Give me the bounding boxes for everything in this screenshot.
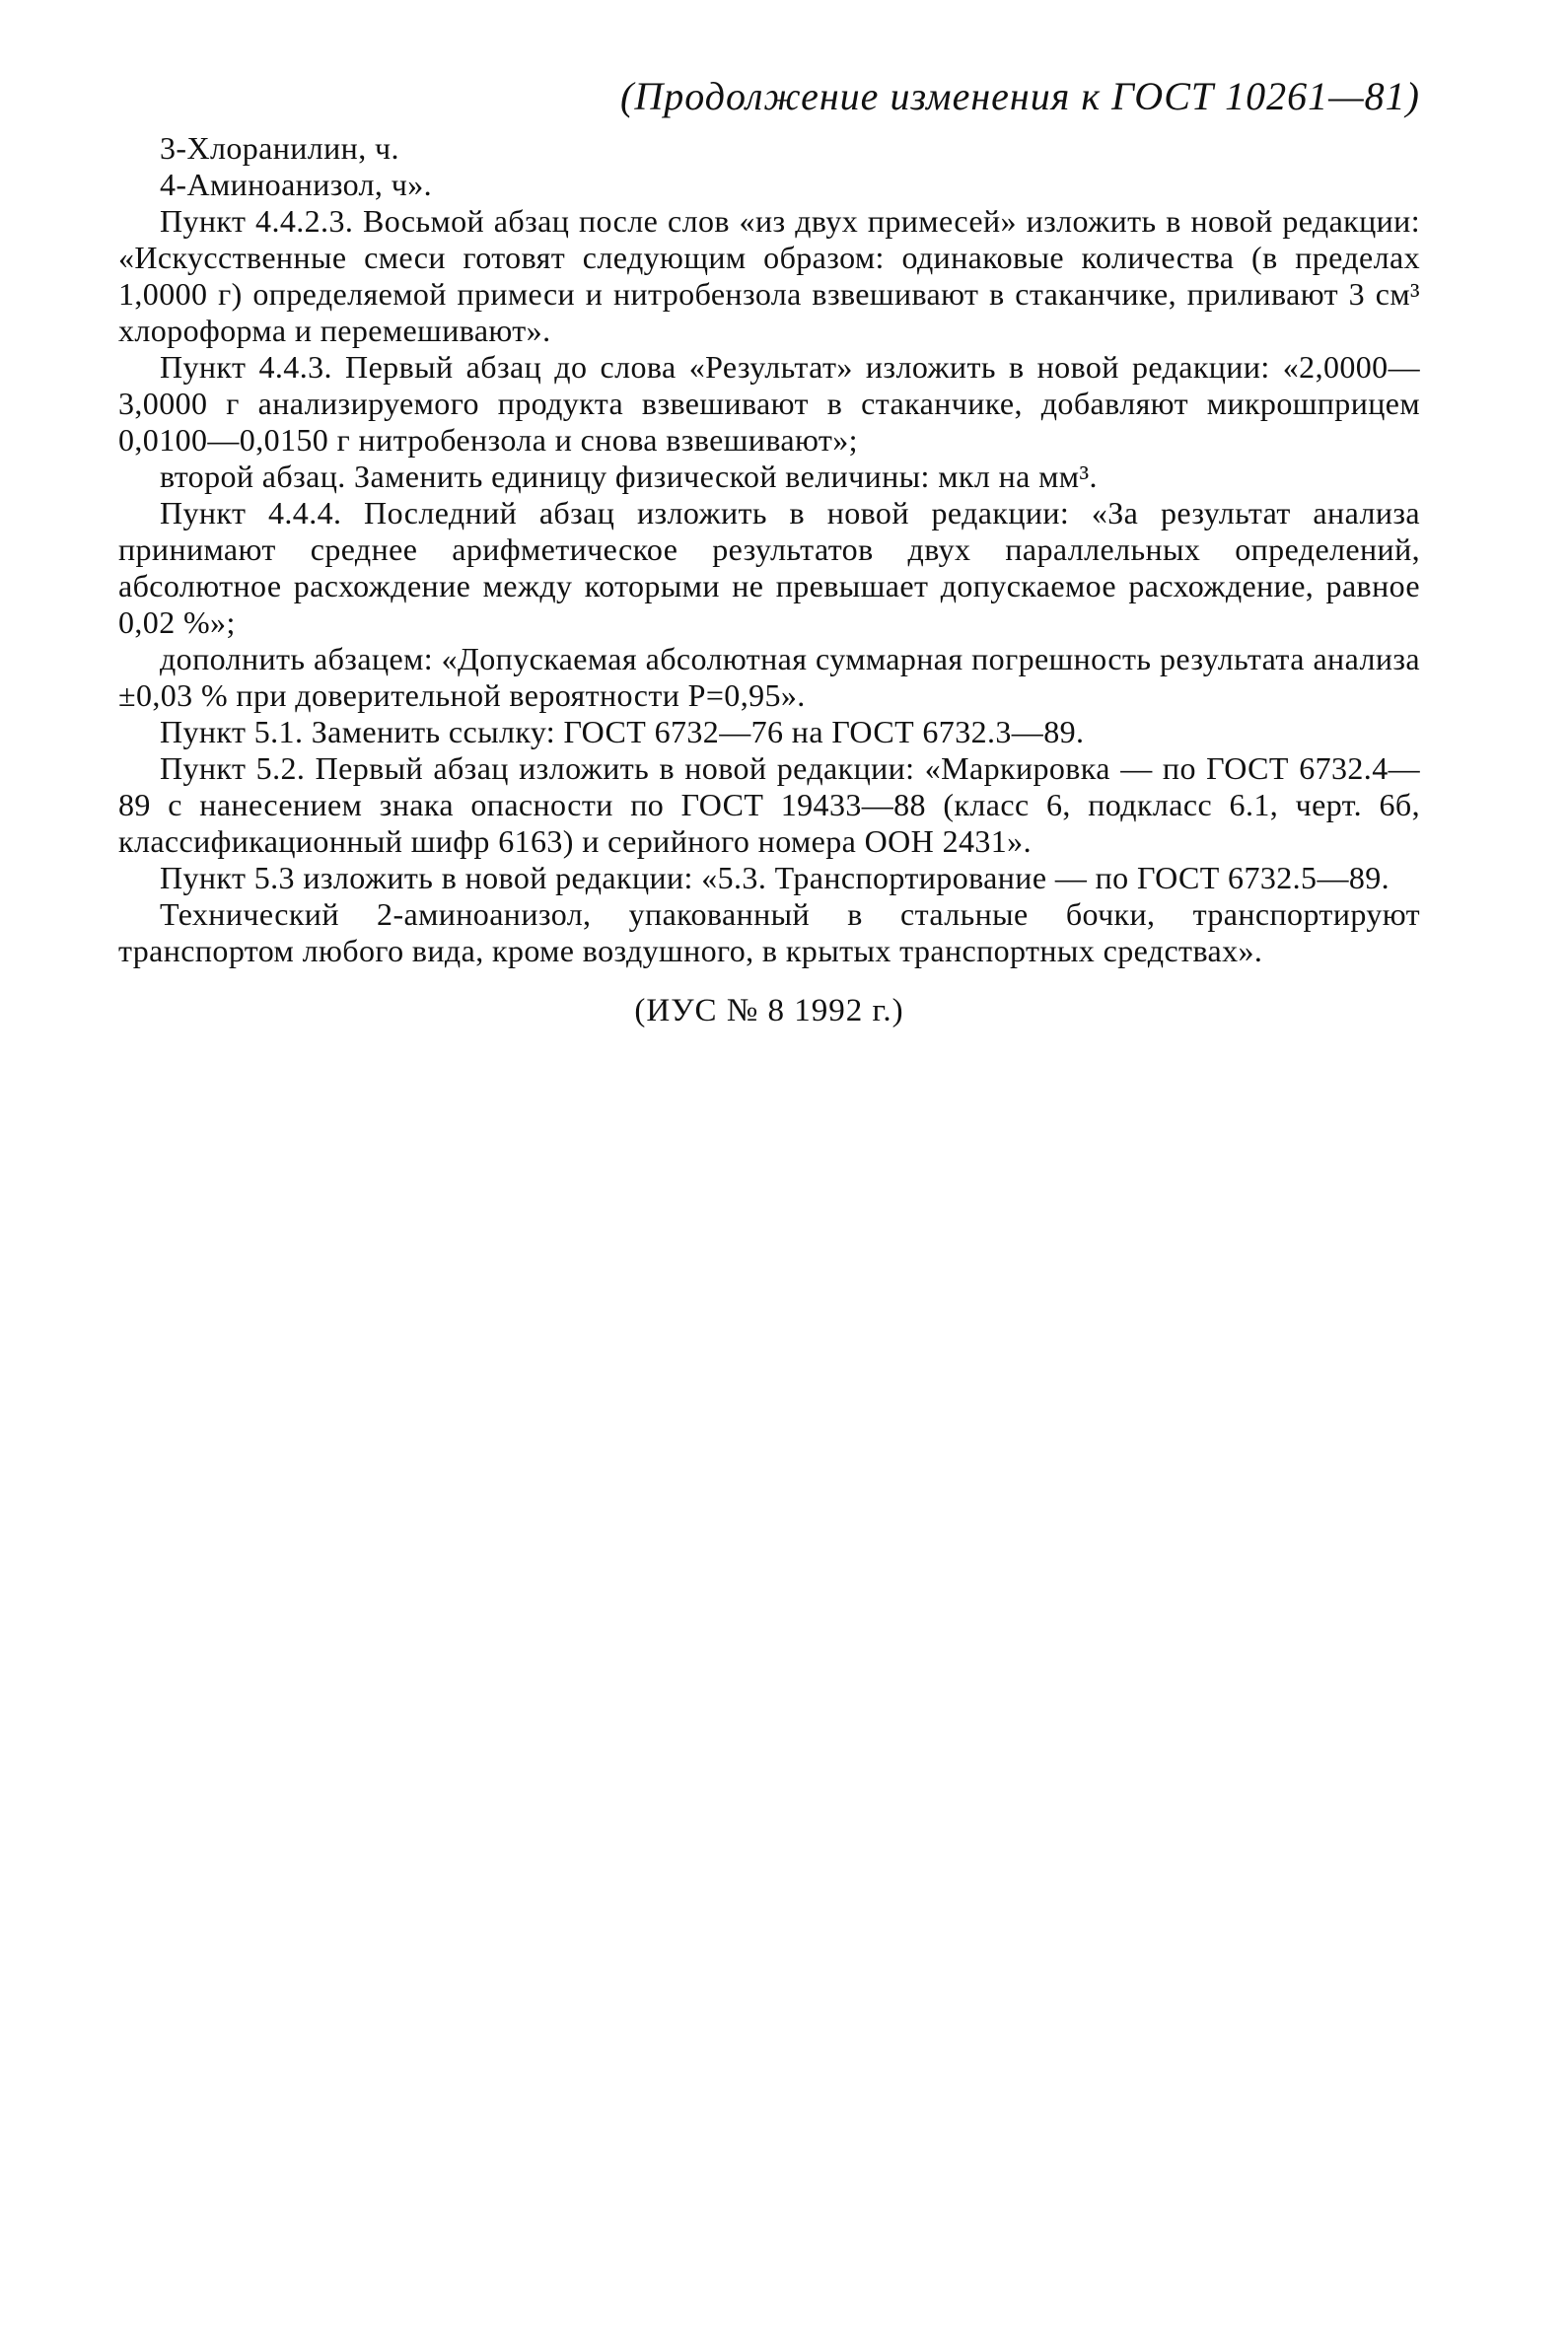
paragraph-aminoanisole: 4-Аминоанизол, ч».	[160, 167, 433, 202]
paragraph-clause-5-2: Пункт 5.2. Первый абзац изложить в новой редакции: «Маркировка — по ГОСТ 6732.4—89 с нанесением знака опасности по ГОСТ 19433—88 (класс 6, подкласс 6.1, черт. 6б, классификационный шифр 6163) и серийного номера ООН 2431».	[118, 750, 1420, 859]
paragraph-clause-4-4-3: Пункт 4.4.3. Первый абзац до слова «Результат» изложить в новой редакции: «2,0000—3,0000 г анализируемого продукта взвешивают в стаканчике, добавляют микрошприцем 0,0100—0,0150 г нитробензола и снова взвешивают»;	[118, 349, 1420, 458]
paragraph-supplement: дополнить абзацем: «Допускаемая абсолютная суммарная погрешность результата анализа ±0,03 % при доверительной вероятности P=0,95».	[118, 641, 1420, 713]
paragraph-chloroaniline: 3-Хлоранилин, ч.	[160, 130, 399, 166]
paragraph-second-paragraph: второй абзац. Заменить единицу физической величины: мкл на мм³.	[160, 459, 1098, 494]
page-header: (Продолжение изменения к ГОСТ 10261—81)	[620, 74, 1420, 118]
paragraph-transport: Технический 2-аминоанизол, упакованный в стальные бочки, транспортируют транспортом любого вида, кроме воздушного, в крытых транспортных средствах».	[118, 896, 1420, 968]
paragraph-clause-4-4-2-3: Пункт 4.4.2.3. Восьмой абзац после слов «из двух примесей» изложить в новой редакции: «Искусственные смеси готовят следующим образом: одинаковые количества (в пределах 1,0000 г) определяемой примеси и нитробензола взвешивают в стаканчике, приливают 3 см³ хлороформа и перемешивают».	[118, 203, 1420, 348]
paragraph-clause-5-1: Пункт 5.1. Заменить ссылку: ГОСТ 6732—76 на ГОСТ 6732.3—89.	[160, 714, 1085, 749]
document-page	[118, 71, 1420, 1030]
paragraph-clause-4-4-4: Пункт 4.4.4. Последний абзац изложить в новой редакции: «За результат анализа принимают среднее арифметическое результатов двух параллельных определений, абсолютное расхождение между которыми не превышает допускаемое расхождение, равное 0,02 %»;	[118, 495, 1420, 640]
paragraph-clause-5-3: Пункт 5.3 изложить в новой редакции: «5.3. Транспортирование — по ГОСТ 6732.5—89.	[160, 860, 1390, 895]
document-body	[118, 130, 1420, 969]
source-reference: (ИУС № 8 1992 г.)	[634, 993, 904, 1028]
